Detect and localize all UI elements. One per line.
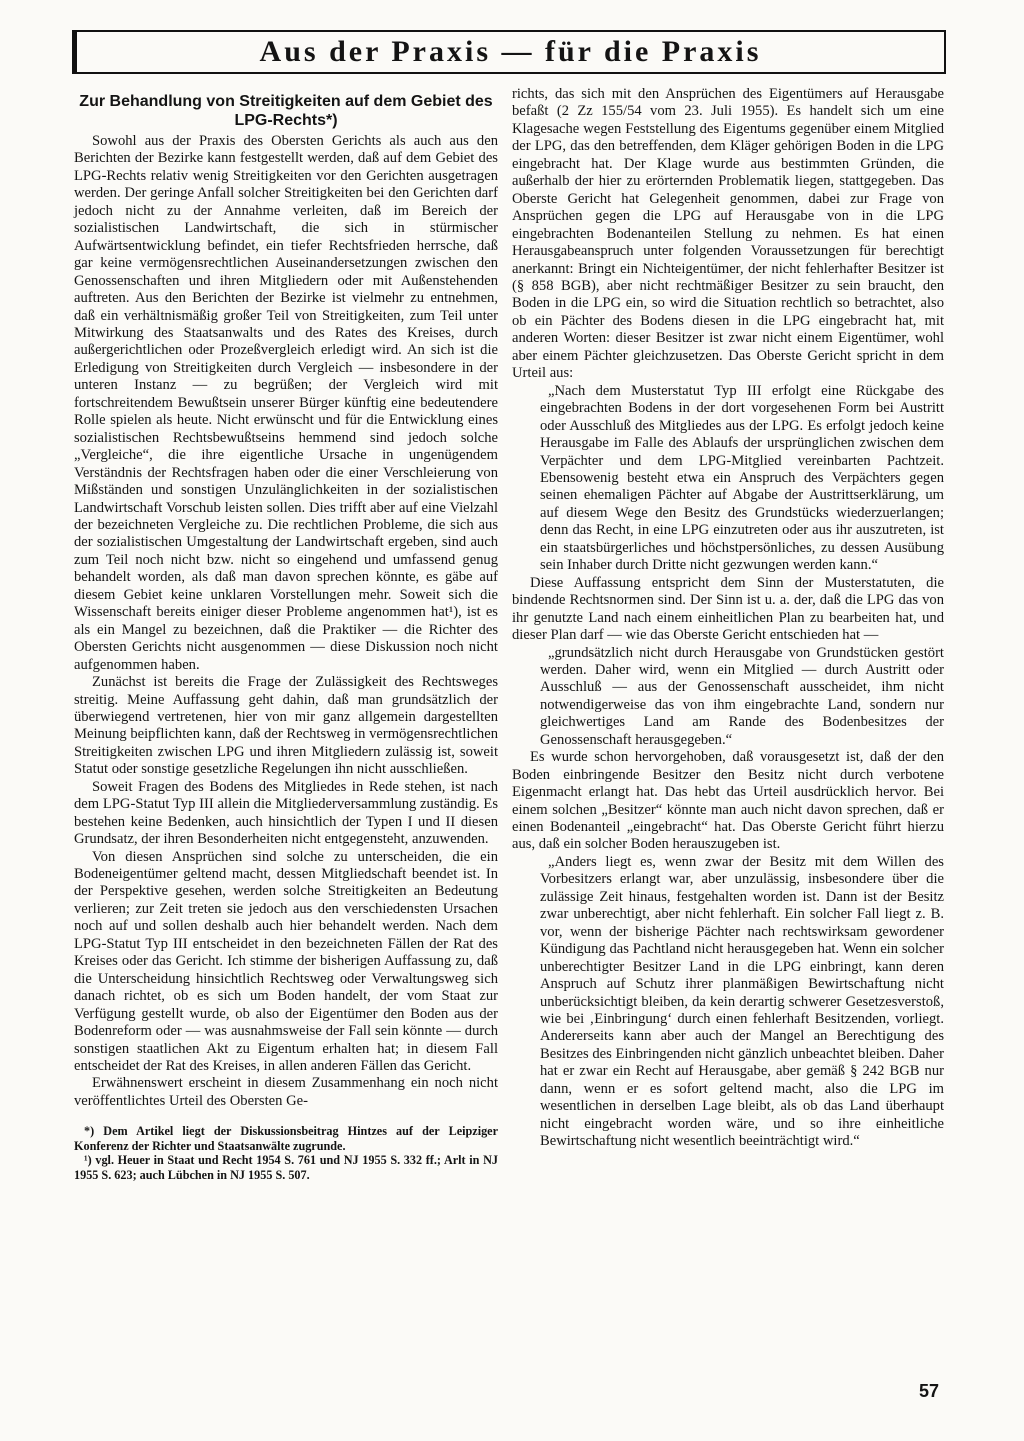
section-title: Aus der Praxis — für die Praxis	[259, 35, 762, 68]
court-quote	[540, 383, 944, 575]
quote-text: „Anders liegt es, wenn zwar der Besitz mit dem Willen des Vorbesitzers erlangt war, aber unzulässig, insbesondere über die zulässige Zeit hinaus, festgehalten worden ist. Dann ist der Besitz zwar unberechtigt, aber nicht fehlerhaft. Ein solcher Fall liegt z. B. vor, wenn der bisherige Pächter nach rechtswirksam gewordener Kündigung das Pachtland nicht herausgegeben hat. Wenn ein solcher unberechtigter Besitzer Land in die LPG einbringt, kann deren Anspruch auf Schutz ihrer planmäßigen Bewirtschaftung nicht unberücksichtigt bleiben, da kein derartig schwerer Gesetzesverstoß, wie bei ‚Einbringung‘ durch einen fehlerhaft Besitzenden, vorliegt. Andererseits kann aber auch der Mangel an Berechtigung des Besitzes des Einbringenden nicht gänzlich unbeachtet bleiben. Daher hat er zwar ein Recht auf Herausgabe, aber gemäß § 242 BGB nur dann, wenn er es sofort geltend macht, also die LPG im wesentlichen in derselben Lage bleibt, als ob das Land überhaupt nicht eingebracht worden wäre, und so ihre einheitliche Bewirtschaftung nicht wesentlich beeinträchtigt wird.“	[540, 853, 944, 1150]
paragraph: richts, das sich mit den Ansprüchen des Eigentümers auf Herausgabe befaßt (2 Zz 155/54 vom 23. Juli 1955). Es handelt sich um eine Klagesache wegen Feststellung des Eigentums gegenüber einem Mitglied der LPG, das den betreffenden, dem Kläger gehörigen Boden in die LPG eingebracht hat. Der Klage wurde aus bestimmten Gründen, die außerhalb der hier zu erörternden Problematik liegen, stattgegeben. Das Oberste Gericht hat Gelegenheit genommen, dabei zur Frage von Ansprüchen gegen die LPG auf Herausgabe von in die LPG eingebrachten Bodenanteilen Stellung zu nehmen. Es hat einen Herausgabeanspruch unter folgenden Voraussetzungen für berechtigt anerkannt: Bringt ein Nichteigentümer, der nicht fehlerhafter Besitzer ist (§ 858 BGB), aber nicht rechtmäßiger Besitzer zu sein braucht, den Boden in die LPG ein, so wird die Situation rechtlich so betrachtet, also ob ein Pächter des Bodens diesen in die LPG eingebracht hat, mit anderen Worten: dieser Besitzer ist zwar nicht einem Eigentümer, wohl aber einem Pächter gleichzusetzen. Das Oberste Gericht spricht in dem Urteil aus:	[512, 86, 944, 382]
footnotes	[74, 1124, 498, 1182]
paragraph: Soweit Fragen des Bodens des Mitgliedes in Rede stehen, ist nach dem LPG-Statut Typ III allein die Mitgliederversammlung zuständig. Es bestehen keine Bedenken, auch hinsichtlich der Typen I und II diesen Grundsatz, der ihren Besonderheiten nicht entgegensteht, anzuwenden.	[74, 778, 498, 848]
court-quote	[540, 854, 944, 1151]
article-title: Zur Behandlung von Streitigkeiten auf dem Gebiet des LPG-Rechts*)	[79, 93, 493, 129]
right-column	[512, 86, 944, 1151]
left-column	[74, 90, 498, 1182]
paragraph: Sowohl aus der Praxis des Obersten Gerichts als auch aus den Berichten der Bezirke kann festgestellt werden, daß auf dem Gebiet des LPG-Rechts relativ wenig Streitigkeiten vor den Gerichten ausgetragen werden. Der geringe Anfall solcher Streitigkeiten bei den Gerichten darf jedoch nicht zu der Annahme verleiten, daß im Bereich der sozialistischen Landwirtschaft, die sich in stürmischer Aufwärtsentwicklung befindet, ein tiefer Rechtsfrieden herrsche, daß gar keine vermögensrechtlichen Auseinandersetzungen zwischen den Genossenschaften und ihren Mitgliedern oder mit Außenstehenden auftreten. Aus den Berichten der Bezirke ist vielmehr zu entnehmen, daß ein verhältnismäßig großer Teil von Streitigkeiten, zum Teil unter Mitwirkung des Staatsanwalts und des Rates des Kreises, durch außergerichtlichen oder Prozeßvergleich erledigt wird. An sich ist die Erledigung von Streitigkeiten durch Vergleich — insbesondere in der unteren Instanz — zu begrüßen; der Vergleich wird mit fortschreitendem Bewußtsein unserer Bürger künftig eine bedeutendere Rolle spielen als heute. Nicht erwünscht und für die Entwicklung eines sozialistischen Rechtsbewußtseins hemmend sind jedoch solche „Vergleiche“, die ihre eigentliche Ursache in ungenügendem Verständnis der Rechtsfragen haben oder die einer Verschleierung von Mißständen und sonstigen Unzulänglichkeiten in der sozialistischen Landwirtschaft Vorschub leisten sollen. Dies trifft aber auf eine Vielzahl der bezeichneten Vergleiche zu. Die rechtlichen Probleme, die sich aus der sozialistischen Umgestaltung der Landwirtschaft ergeben, sind auch zum Teil noch nicht bzw. nicht so eingehend und umfassend genug behandelt worden, als daß man davon sprechen könnte, es gäbe auf diesem Gebiet keine unklaren Vorstellungen mehr. Soweit sich die Wissenschaft bereits einiger dieser Probleme angenommen hat¹), ist es als ein Mangel zu bezeichnen, daß die Praktiker — die Richter des Obersten Gerichts nicht ausgenommen — diese Diskussion noch nicht aufgenommen haben.	[74, 133, 498, 673]
paragraph: Diese Auffassung entspricht dem Sinn der Musterstatuten, die bindende Rechtsnormen sind. Der Sinn ist u. a. der, daß die LPG das von ihr genutzte Land nach einem einheitlichen Plan zu bearbeiten hat, und dieser Plan darf — wie das Oberste Gericht entschieden hat —	[512, 574, 944, 644]
paragraph: Erwähnenswert erscheint in diesem Zusammenhang ein noch nicht veröffentlichtes Urteil des Obersten Ge-	[74, 1075, 498, 1109]
footnote: *) Dem Artikel liegt der Diskussionsbeitrag Hintzes auf der Leipziger Konferenz der Richter und Staatsanwälte zugrunde.	[74, 1124, 498, 1153]
court-quote	[540, 645, 944, 750]
paragraph: Zunächst ist bereits die Frage der Zulässigkeit des Rechtsweges streitig. Meine Auffassung geht dahin, daß man grundsätzlich der überwiegend vertretenen, hier von mir ganz allgemein dargestellten Meinung beipflichten kann, daß der Rechtsweg in vermögensrechtlichen Streitigkeiten zwischen LPG und ihren Mitgliedern zulässig ist, soweit Statut oder sonstige gesetzliche Regelungen ihn nicht ausschließen.	[74, 674, 498, 778]
quote-text: „grundsätzlich nicht durch Herausgabe von Grundstücken gestört werden. Daher wird, wenn ein Mitglied — durch Austritt oder Ausschluß — aus der Genossenschaft ausscheidet, ihm nicht notwendigerweise das von ihm eingebrachte Land, sondern nur gleichwertiges Land am Rande des Bodenbesitzes der Genossenschaft herausgegeben.“	[540, 644, 944, 748]
paragraph: Von diesen Ansprüchen sind solche zu unterscheiden, die ein Bodeneigentümer geltend macht, dessen Mitgliedschaft beendet ist. In der Perspektive gesehen, werden solche Streitigkeiten an Bedeutung verlieren; zur Zeit treten sie jedoch aus den verschiedensten Ursachen noch auf und sollen deshalb auch hier behandelt werden. Nach dem LPG-Statut Typ III entscheidet in den bezeichneten Fällen der Rat des Kreises oder das Gericht. Ich stimme der bisherigen Auffassung zu, daß die Unterscheidung hinsichtlich Rechtsweg oder Verwaltungsweg sich danach richtet, ob es sich um Boden handelt, der vom Staat zur Verfügung gestellt wurde, ob also der Eigentümer den Boden aus der Bodenreform oder — was ausnahmsweise der Fall sein könnte — durch sonstigen staatlichen Akt zu Eigentum erhalten hat; in diesem Fall entscheidet der Rat des Kreises, in allen anderen Fällen das Gericht.	[74, 848, 498, 1075]
page-number: 57	[919, 1381, 940, 1401]
section-header	[72, 30, 946, 74]
paragraph: Es wurde schon hervorgehoben, daß vorausgesetzt ist, daß der den Boden einbringende Besitzer den Besitz nicht durch verbotene Eigenmacht erlangt hat. Das hebt das Urteil ausdrücklich hervor. Bei einem solchen „Besitzer“ könnte man auch nicht davon sprechen, daß er einen Bodenanteil „eingebracht“ hat. Das Oberste Gericht führt hierzu aus, daß ein solcher Boden herauszugeben ist.	[512, 749, 944, 853]
footnote: ¹) vgl. Heuer in Staat und Recht 1954 S. 761 und NJ 1955 S. 332 ff.; Arlt in NJ 1955 S. 623; auch Lübchen in NJ 1955 S. 507.	[74, 1153, 498, 1182]
quote-text: „Nach dem Musterstatut Typ III erfolgt eine Rückgabe des eingebrachten Bodens in der dort vorgesehenen Form bei Austritt oder Ausschluß des Mitgliedes aus der LPG. Es erfolgt jedoch keine Herausgabe im Falle des Ablaufs der ursprünglichen zwischen dem Verpächter und dem LPG-Mitglied vereinbarten Pachtzeit. Ebensowenig besteht etwa ein Anspruch des Verpächters gegen seinen ehemaligen Pächter auf Abgabe der Austrittserklärung, um auf diesem Wege den Besitz des Grundstücks wiederzuerlangen; denn das Recht, in eine LPG einzutreten oder aus ihr auszutreten, ist ein staatsbürgerliches und höchstpersönliches, zu dessen Ausübung sein Inhaber durch Dritte nicht gezwungen werden kann.“	[540, 382, 944, 574]
